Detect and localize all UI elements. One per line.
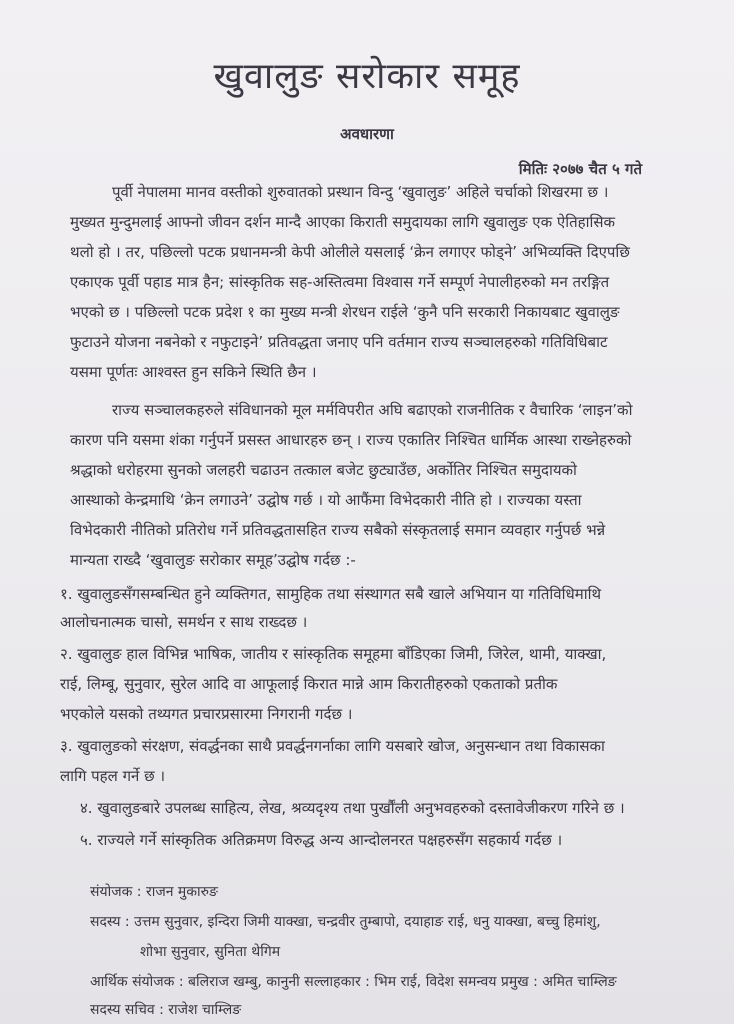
paragraph-line: मुख्यत मुन्दुमलाई आफ्नो जीवन दर्शन मान्दै आएका किराती समुदायका लागि खुवालुङ एक ऐतिहासिक bbox=[70, 213, 616, 231]
members-list-2: शोभा सुनुवार, सुनिता थेगिम bbox=[140, 944, 281, 960]
paragraph-line: विभेदकारी नीतिको प्रतिरोध गर्ने प्रतिवद्धतासहित राज्य सबैको संस्कृतलाई समान व्यवहार गर्नुपर्छ भन्ने bbox=[70, 521, 606, 539]
point-1-line: १. खुवालुङसँगसम्बन्धित हुने व्यक्तिगत, सामुहिक तथा संस्थागत सबै खाले अभियान या गतिविधिमाथि bbox=[60, 585, 602, 603]
paragraph-line: फुटाउने योजना नबनेको र नफुटाइने’ प्रतिवद्धता जनाए पनि वर्तमान राज्य सञ्चालहरुको गतिविधिबाट bbox=[70, 333, 608, 351]
point-5-line: ५. राज्यले गर्ने सांस्कृतिक अतिक्रमण विरुद्ध अन्य आन्दोलनरत पक्षहरुसँग सहकार्य गर्दछ । bbox=[80, 831, 563, 849]
paragraph-line: राज्य सञ्चालकहरुले संविधानको मूल मर्मविपरीत अघि बढाएको राजनीतिक र वैचारिक ‘लाइन’को bbox=[112, 401, 633, 419]
document-date: मितिः २०७७ चैत ५ गते bbox=[518, 160, 642, 178]
members-list-1: सदस्य : उत्तम सुनुवार, इन्दिरा जिमी याक्खा, चन्द्रवीर तुम्बापो, दयाहाङ राई, धनु याक्खा, बच्चु हिमांशु, bbox=[90, 914, 601, 930]
point-3-line: ३. खुवालुङको संरक्षण, संवर्द्धनका साथै प्रवर्द्धनगर्नाका लागि यसबारे खोज, अनुसन्धान तथा विकासका bbox=[60, 737, 605, 755]
member-secretary: सदस्य सचिव : राजेश चाम्लिङ bbox=[90, 1002, 242, 1018]
point-2-line: राई, लिम्बू, सुनुवार, सुरेल आदि वा आफूलाई किरात मान्ने आम किरातीहरुको एकताको प्रतीक bbox=[60, 675, 558, 693]
paragraph-line: पूर्वी नेपालमा मानव वस्तीको शुरुवातको प्रस्थान विन्दु ‘खुवालुङ’ अहिले चर्चाको शिखरमा छ । bbox=[112, 183, 609, 201]
paragraph-line: श्रद्धाको धरोहरमा सुनको जलहरी चढाउन तत्काल बजेट छुट्याउँछ, अर्कोतिर निश्चित समुदायको bbox=[70, 461, 577, 479]
paragraph-line: थलो हो । तर, पछिल्लो पटक प्रधानमन्त्री केपी ओलीले यसलाई ‘क्रेन लगाएर फोड्ने’ अभिव्यक्ति दिएपछि bbox=[70, 243, 630, 261]
point-1-line: आलोचनात्मक चासो, समर्थन र साथ राख्दछ । bbox=[60, 613, 308, 631]
paragraph-line: आस्थाको केन्द्रमाथि ‘क्रेन लगाउने’ उद्घोष गर्छ । यो आफैंमा विभेदकारी नीति हो । राज्यका यस्ता bbox=[70, 491, 582, 509]
paragraph-line: कारण पनि यसमा शंका गर्नुपर्ने प्रसस्त आधारहरु छन् । राज्य एकातिर निश्चित धार्मिक आस्था राख्नेहरुको bbox=[70, 431, 632, 449]
paragraph-line: यसमा पूर्णतः आश्वस्त हुन सकिने स्थिति छैन । bbox=[70, 363, 317, 381]
convener: संयोजक : राजन मुकारुङ bbox=[90, 884, 218, 900]
paragraph-line: एकाएक पूर्वी पहाड मात्र हैन; सांस्कृतिक सह-अस्तित्वमा विश्वास गर्ने सम्पूर्ण नेपालीहरुको मन तरङ्गित bbox=[70, 273, 610, 291]
document-subtitle: अवधारणा bbox=[340, 125, 394, 143]
paragraph-line: भएको छ । पछिल्लो पटक प्रदेश १ का मुख्य मन्त्री शेरधन राईले ‘कुनै पनि सरकारी निकायबाट खुवालुङ bbox=[70, 303, 620, 321]
point-2-line: २. खुवालुङ हाल विभिन्न भाषिक, जातीय र सांस्कृतिक समूहमा बाँडिएका जिमी, जिरेल, थामी, याक्खा, bbox=[60, 645, 607, 663]
point-4-line: ४. खुवालुङबारे उपलब्ध साहित्य, लेख, श्रव्यदृश्य तथा पुर्खौंली अनुभवहरुको दस्तावेजीकरण गरिने छ । bbox=[80, 799, 625, 817]
paragraph-line: मान्यता राख्दै ‘खुवालुङ सरोकार समूह’उद्घोष गर्दछ :- bbox=[70, 551, 356, 569]
point-2-line: भएकोले यसको तथ्यगत प्रचारप्रसारमा निगरानी गर्दछ । bbox=[60, 705, 353, 723]
finance-legal-coordinators: आर्थिक संयोजक : बलिराज खम्बु, कानुनी सल्लाहकार : भिम राई, विदेश समन्वय प्रमुख : अमित चाम्लिङ bbox=[90, 974, 617, 990]
document-title: खुवालुङ सरोकार समूह bbox=[213, 56, 521, 97]
point-3-line: लागि पहल गर्ने छ । bbox=[60, 767, 166, 785]
